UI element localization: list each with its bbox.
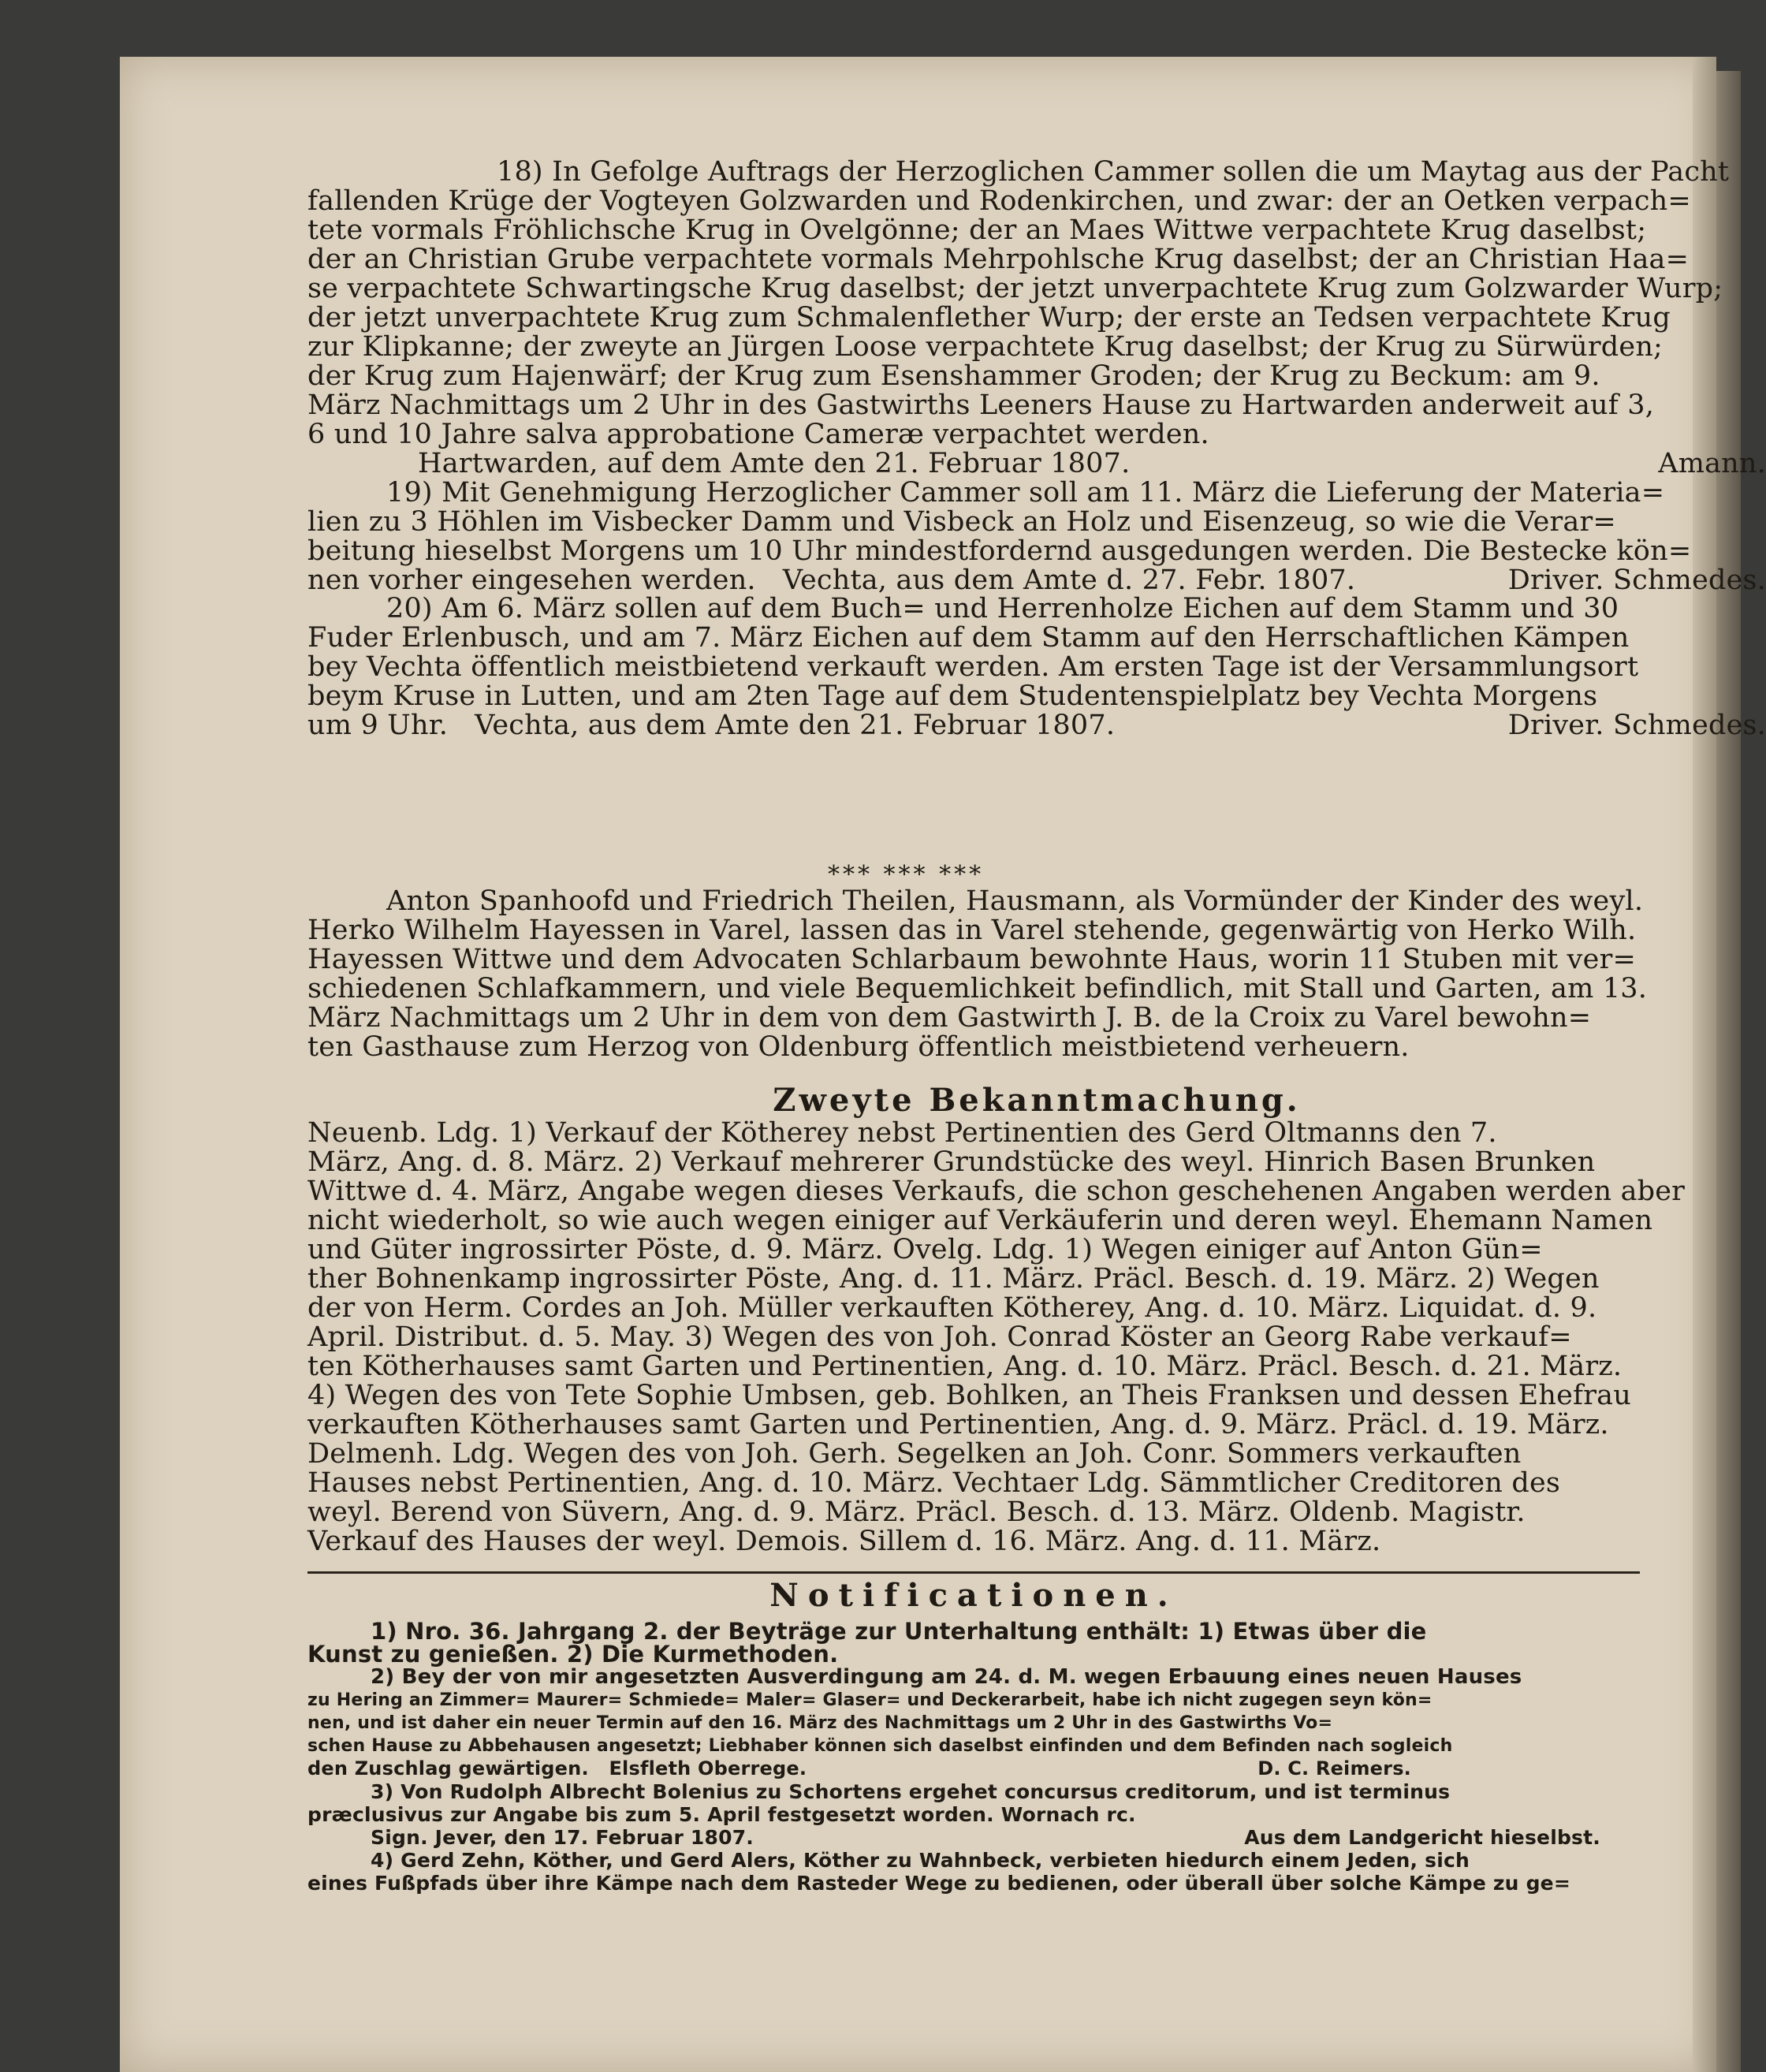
notice-anton-line: ten Gasthause zum Herzog von Oldenburg öffentlich meistbietend verheuern. bbox=[307, 1031, 1410, 1063]
zweyte-line: Hauses nebst Pertinentien, Ang. d. 10. März. Vechtaer Ldg. Sämmtlicher Creditoren des bbox=[307, 1467, 1561, 1499]
notification-4-line: eines Fußpfads über ihre Kämpe nach dem Rasteder Wege zu bedienen, oder überall über solche Kämpe zu ge= bbox=[307, 1872, 1570, 1895]
notice-19-signature-row bbox=[307, 566, 1766, 595]
notice-19 bbox=[307, 479, 1766, 595]
notice-20-line bbox=[307, 711, 1115, 740]
place-date: Hartwarden, auf dem Amte den 21. Februar 1807. bbox=[418, 448, 1131, 479]
notice-anton bbox=[307, 887, 1766, 1062]
notification-1-line: Kunst zu genießen. 2) Die Kurmethoden. bbox=[307, 1641, 839, 1668]
zweyte-line: 4) Wegen des von Tete Sophie Umbsen, geb. Bohlken, an Theis Franksen und dessen Ehefrau bbox=[307, 1380, 1631, 1411]
zweyte-line: Verkauf des Hauses der weyl. Demois. Sillem d. 16. März. Ang. d. 11. März. bbox=[307, 1526, 1381, 1557]
notification-3-signature-row bbox=[307, 1826, 1600, 1849]
notification-2-signature-row bbox=[307, 1757, 1411, 1780]
signature: Driver. Schmedes. bbox=[1507, 710, 1766, 741]
signature: Driver. Schmedes. bbox=[1507, 565, 1766, 596]
zweyte-line: ther Bohnenkamp ingrossirter Pöste, Ang. d. 11. März. Präcl. Besch. d. 19. März. 2) Wegen bbox=[307, 1263, 1600, 1295]
zweyte-line: und Güter ingrossirter Pöste, d. 9. März. Ovelg. Ldg. 1) Wegen einiger auf Anton Gün= bbox=[307, 1234, 1543, 1265]
notice-18-line: der an Christian Grube verpachtete vormals Mehrpohlsche Krug daselbst; der an Christian Haa= bbox=[307, 244, 1690, 275]
notice-18 bbox=[307, 158, 1766, 479]
notification-2-line-end: den Zuschlag gewärtigen. bbox=[307, 1757, 589, 1779]
place-date: Sign. Jever, den 17. Februar 1807. bbox=[371, 1826, 754, 1849]
zweyte-line: März, Ang. d. 8. März. 2) Verkauf mehrerer Grundstücke des weyl. Hinrich Basen Brunken bbox=[307, 1146, 1596, 1178]
zweyte-line: verkauften Kötherhauses samt Garten und Pertinentien, Ang. d. 9. März. Präcl. d. 19. März. bbox=[307, 1409, 1609, 1440]
zweyte-line: ten Kötherhauses samt Garten und Pertinentien, Ang. d. 10. März. Präcl. Besch. d. 21. März. bbox=[307, 1351, 1623, 1382]
zweyte-line: nicht wiederholt, so wie auch wegen einiger auf Verkäuferin und deren weyl. Ehemann Namen bbox=[307, 1205, 1653, 1236]
notice-18-signature-row bbox=[307, 449, 1766, 479]
zweyte-line: der von Herm. Cordes an Joh. Müller verkauften Kötherey, Ang. d. 10. März. Liquidat. d. 9. bbox=[307, 1292, 1597, 1324]
section-heading-notificationen: Notificationen. bbox=[769, 1577, 1178, 1614]
notice-anton-line: Herko Wilhelm Hayessen in Varel, lassen das in Varel stehende, gegenwärtig von Herko Wilh. bbox=[307, 915, 1637, 946]
notice-20-line: 20) Am 6. März sollen auf dem Buch= und Herrenholze Eichen auf dem Stamm und 30 bbox=[386, 593, 1619, 624]
zweyte-line: weyl. Berend von Süvern, Ang. d. 9. März. Präcl. Besch. d. 13. März. Oldenb. Magistr. bbox=[307, 1496, 1526, 1528]
notification-1-line: 1) Nro. 36. Jahrgang 2. der Beyträge zur Unterhaltung enthält: 1) Etwas über die bbox=[371, 1618, 1427, 1645]
notifications bbox=[307, 1620, 1640, 1895]
zweyte-bekanntmachung bbox=[307, 1119, 1766, 1556]
notice-20-line: bey Vechta öffentlich meistbietend verkauft werden. Am ersten Tage ist der Versammlungsort bbox=[307, 651, 1639, 683]
notice-18-line: März Nachmittags um 2 Uhr in des Gastwirths Leeners Hause zu Hartwarden anderweit auf 3, bbox=[307, 389, 1655, 421]
notice-anton-line: schiedenen Schlafkammern, und viele Bequemlichkeit befindlich, mit Stall und Garten, am 13. bbox=[307, 973, 1648, 1004]
notice-20-line-end: um 9 Uhr. bbox=[307, 710, 449, 741]
notice-18-line: 18) In Gefolge Auftrags der Herzoglichen Cammer sollen die um Maytag aus der Pacht bbox=[497, 156, 1730, 188]
asterism-separator: *** *** *** bbox=[828, 861, 985, 889]
notice-18-line: zur Klipkanne; der zweyte an Jürgen Loose verpachtete Krug daselbst; der Krug zu Sürwürden; bbox=[307, 331, 1664, 363]
notification-3-line: 3) Von Rudolph Albrecht Bolenius zu Schortens ergehet concursus creditorum, und ist terminus bbox=[371, 1780, 1451, 1803]
notice-18-line: der jetzt unverpachtete Krug zum Schmalenflether Wurp; der erste an Tedsen verpachtete Krug bbox=[307, 302, 1671, 334]
notice-19-line-end: nen vorher eingesehen werden. bbox=[307, 565, 756, 596]
notice-18-line: der Krug zum Hajenwärf; der Krug zum Esenshammer Groden; der Krug zu Beckum: am 9. bbox=[307, 360, 1600, 392]
notification-2-line: 2) Bey der von mir angesetzten Ausverdingung am 24. d. M. wegen Erbauung eines neuen Hauses bbox=[371, 1665, 1522, 1689]
notice-18-line: se verpachtete Schwartingsche Krug daselbst; der jetzt unverpachtete Krug zum Golzwarder Wurp; bbox=[307, 273, 1723, 304]
place: Elsfleth Oberrege. bbox=[609, 1757, 807, 1779]
signature: D. C. Reimers. bbox=[1257, 1757, 1411, 1779]
notice-18-line: tete vormals Fröhlichsche Krug in Ovelgönne; der an Maes Wittwe verpachtete Krug daselbst; bbox=[307, 214, 1647, 246]
notification-2-line: schen Hause zu Abbehausen angesetzt; Liebhaber können sich daselbst einfinden und dem Befinden nach sogleich bbox=[307, 1736, 1453, 1756]
zweyte-line: Delmenh. Ldg. Wegen des von Joh. Gerh. Segelken an Joh. Conr. Sommers verkauften bbox=[307, 1438, 1522, 1470]
zweyte-line: Neuenb. Ldg. 1) Verkauf der Kötherey nebst Pertinentien des Gerd Oltmanns den 7. bbox=[307, 1117, 1497, 1149]
notice-20-line: beym Kruse in Lutten, und am 2ten Tage auf dem Studentenspielplatz bey Vechta Morgens bbox=[307, 680, 1598, 712]
place-date: Vechta, aus dem Amte den 21. Februar 1807. bbox=[475, 710, 1116, 741]
notice-anton-line: Hayessen Wittwe und dem Advocaten Schlarbaum bewohnte Haus, worin 11 Stuben mit ver= bbox=[307, 944, 1637, 975]
zweyte-line: Wittwe d. 4. März, Angabe wegen dieses Verkaufs, die schon geschehenen Angaben werden aber bbox=[307, 1176, 1686, 1207]
notice-19-line: 19) Mit Genehmigung Herzoglicher Cammer soll am 11. März die Lieferung der Materia= bbox=[386, 477, 1665, 509]
notification-2-line: zu Hering an Zimmer= Maurer= Schmiede= Maler= Glaser= und Deckerarbeit, habe ich nicht zugegen seyn kön= bbox=[307, 1690, 1433, 1710]
notice-18-line: fallenden Krüge der Vogteyen Golzwarden und Rodenkirchen, und zwar: der an Oetken verpach= bbox=[307, 185, 1691, 217]
notice-19-line: beitung hieselbst Morgens um 10 Uhr mindestfordernd ausgedungen werden. Die Bestecke kön= bbox=[307, 535, 1692, 567]
notice-18-line: 6 und 10 Jahre salva approbatione Cameræ verpachtet werden. bbox=[307, 419, 1209, 450]
notification-2-line: nen, und ist daher ein neuer Termin auf den 16. März des Nachmittags um 2 Uhr in des Gastwirths Vo= bbox=[307, 1713, 1333, 1733]
signature: Aus dem Landgericht hieselbst. bbox=[1244, 1826, 1600, 1849]
notification-3-line: præclusivus zur Angabe bis zum 5. April festgesetzt worden. Wornach rc. bbox=[307, 1803, 1136, 1826]
notice-20-signature-row bbox=[307, 711, 1766, 740]
notice-20-line: Fuder Erlenbusch, und am 7. März Eichen auf dem Stamm auf den Herrschaftlichen Kämpen bbox=[307, 622, 1630, 654]
section-heading-zweyte: Zweyte Bekanntmachung. bbox=[773, 1082, 1301, 1119]
signature: Amann. bbox=[1658, 448, 1766, 479]
notice-19-line bbox=[307, 566, 1355, 595]
section-divider-rule bbox=[307, 1571, 1640, 1574]
notice-anton-line: Anton Spanhoofd und Friedrich Theilen, Hausmann, als Vormünder der Kinder des weyl. bbox=[386, 885, 1644, 917]
place-date: Vechta, aus dem Amte d. 27. Febr. 1807. bbox=[782, 565, 1356, 596]
notification-2-line bbox=[307, 1757, 807, 1780]
zweyte-line: April. Distribut. d. 5. May. 3) Wegen des von Joh. Conrad Köster an Georg Rabe verkauf= bbox=[307, 1321, 1572, 1353]
notification-4-line: 4) Gerd Zehn, Köther, und Gerd Alers, Köther zu Wahnbeck, verbieten hiedurch einem Jeden, sich bbox=[371, 1849, 1470, 1872]
notice-19-line: lien zu 3 Höhlen im Visbecker Damm und Visbeck an Holz und Eisenzeug, so wie die Verar= bbox=[307, 506, 1616, 538]
notice-anton-line: März Nachmittags um 2 Uhr in dem von dem Gastwirth J. B. de la Croix zu Varel bewohn= bbox=[307, 1002, 1592, 1034]
notice-20 bbox=[307, 594, 1766, 740]
